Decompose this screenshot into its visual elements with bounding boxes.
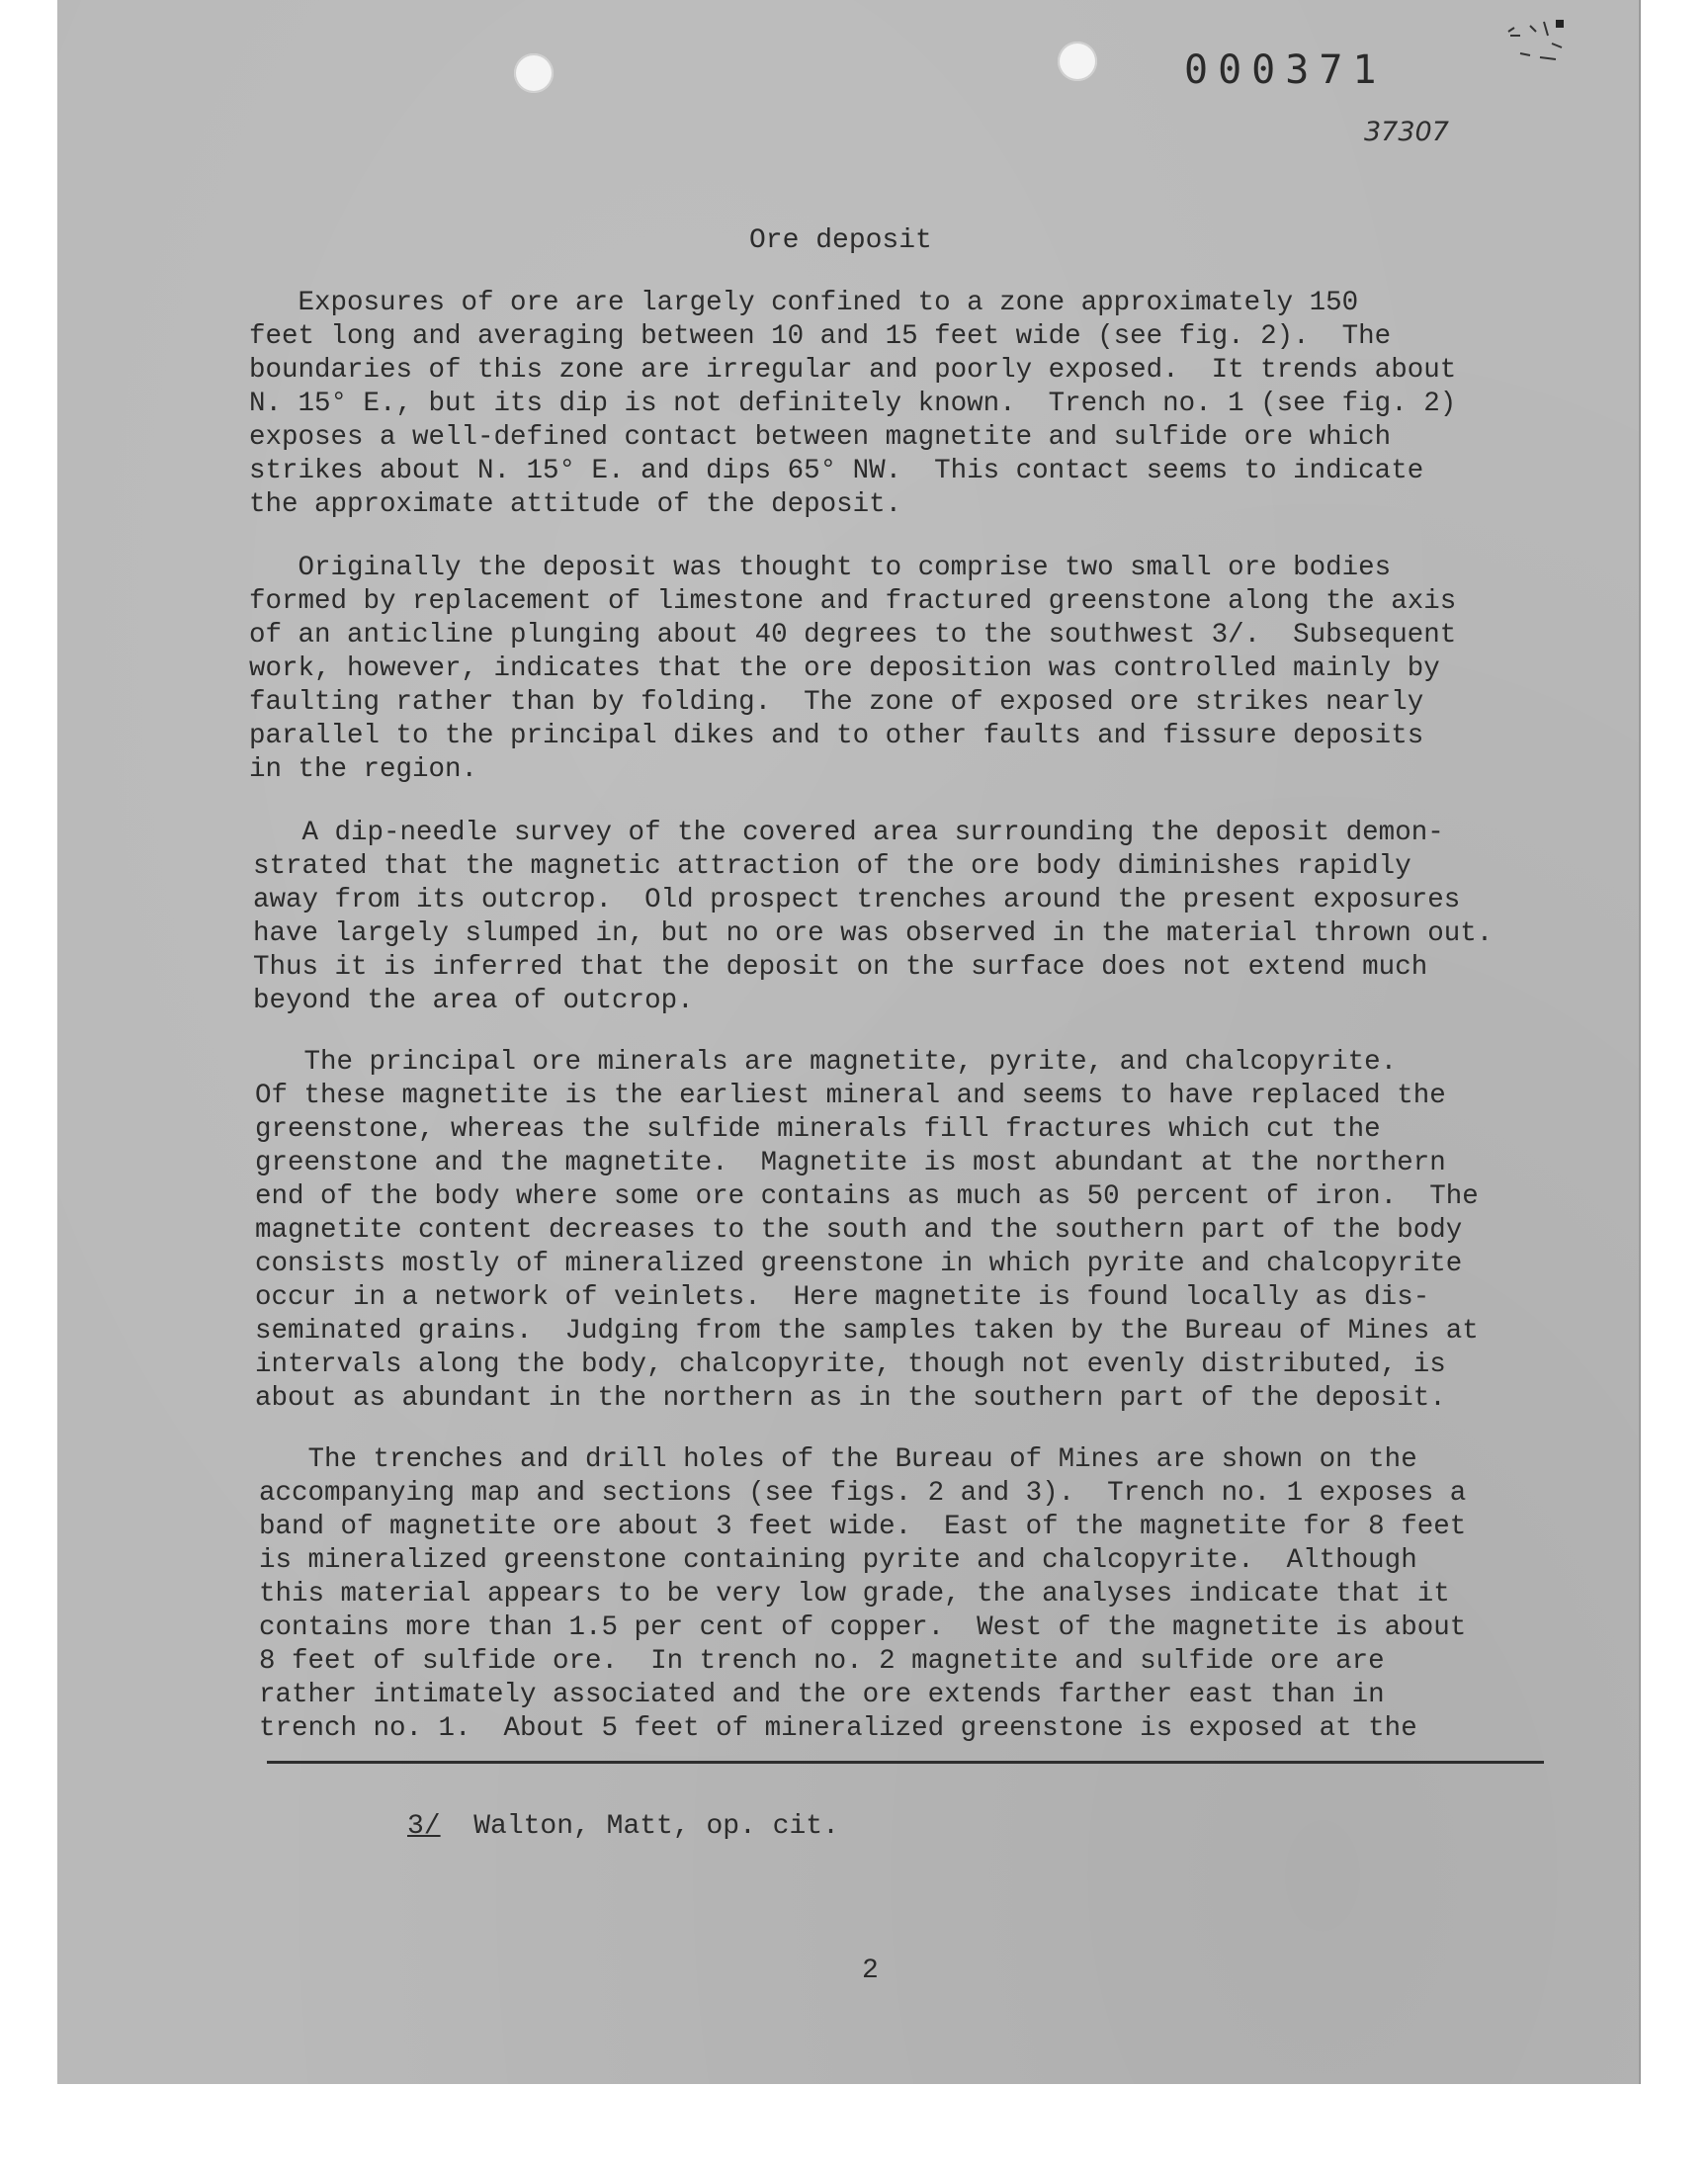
- paragraph-trenches: The trenches and drill holes of the Bureau of Mines are shown on the accompanying map and sections (see figs. 2 and 3). Trench no. 1 exposes a band of magnetite ore about 3 feet wide. East of the magnetite for 8 feet is mineralized greenstone containing pyrite and chalcopyrite. Although this material appears to be very low grade, the analyses indicate that it contains more than 1.5 per cent of copper. West of the magnetite is about 8 feet of sulfide ore. In trench no. 2 magnetite and sulfide ore are rather intimately associated and the ore extends farther east than in trench no. 1. About 5 feet of mineralized greenstone is exposed at the: [259, 1444, 1467, 1744]
- paragraph-dip-needle-survey: A dip-needle survey of the covered area surrounding the deposit demon- strated that the magnetic attraction of the ore body diminishes rapidly away from its outcrop. Old prospect trenches around the present exposures have largely slumped in, but no ore was observed in the material thrown out. Thus it is inferred that the deposit on the surface does not extend much beyond the area of outcrop.: [253, 818, 1494, 1016]
- document-number: 000371: [1184, 47, 1387, 93]
- paragraph-ore-minerals: The principal ore minerals are magnetite, pyrite, and chalcopyrite. Of these magnetite is the earliest mineral and seems to have replaced the greenstone, whereas the sulfide minerals fill fractures which cut the greenstone and the magnetite. Magnetite is most abundant at the northern end of the body where some ore contains as much as 50 percent of iron. The magnetite content decreases to the south and the southern part of the body consists mostly of mineralized greenstone in which pyrite and chalcopyrite occur in a network of veinlets. Here magnetite is found locally as dis- seminated grains. Judging from the samples taken by the Bureau of Mines at intervals along the body, chalcopyrite, though not evenly distributed, is about as abundant in the northern as in the southern part of the deposit.: [255, 1047, 1479, 1414]
- footnote-mark: 3/: [407, 1811, 441, 1842]
- file-number: 37307: [1364, 117, 1449, 147]
- document-page: [57, 0, 1639, 2084]
- punch-hole-left: [514, 53, 554, 93]
- paragraph-exposures: Exposures of ore are largely confined to a zone approximately 150 feet long and averaging between 10 and 15 feet wide (see fig. 2). The boundaries of this zone are irregular and poorly exposed. It trends about N. 15° E., but its dip is not definitely known. Trench no. 1 (see fig. 2) exposes a well-defined contact between magnetite and sulfide ore which strikes about N. 15° E. and dips 65° NW. This contact seems to indicate the approximate attitude of the deposit.: [249, 288, 1457, 520]
- section-heading: Ore deposit: [749, 225, 932, 256]
- punch-hole-right: [1058, 42, 1097, 81]
- footnote-divider: [267, 1761, 1544, 1764]
- page-number: 2: [862, 1956, 879, 1986]
- paragraph-origin: Originally the deposit was thought to comprise two small ore bodies formed by replacement of limestone and fractured greenstone along the axis of an anticline plunging about 40 degrees to the southwest 3/. Subsequent work, however, indicates that the ore deposition was controlled mainly by faulting rather than by folding. The zone of exposed ore strikes nearly parallel to the principal dikes and to other faults and fissure deposits in the region.: [249, 553, 1457, 785]
- footnote: [407, 1811, 839, 1842]
- ink-scribble-mark: [1500, 14, 1570, 73]
- footnote-text: Walton, Matt, op. cit.: [440, 1811, 839, 1842]
